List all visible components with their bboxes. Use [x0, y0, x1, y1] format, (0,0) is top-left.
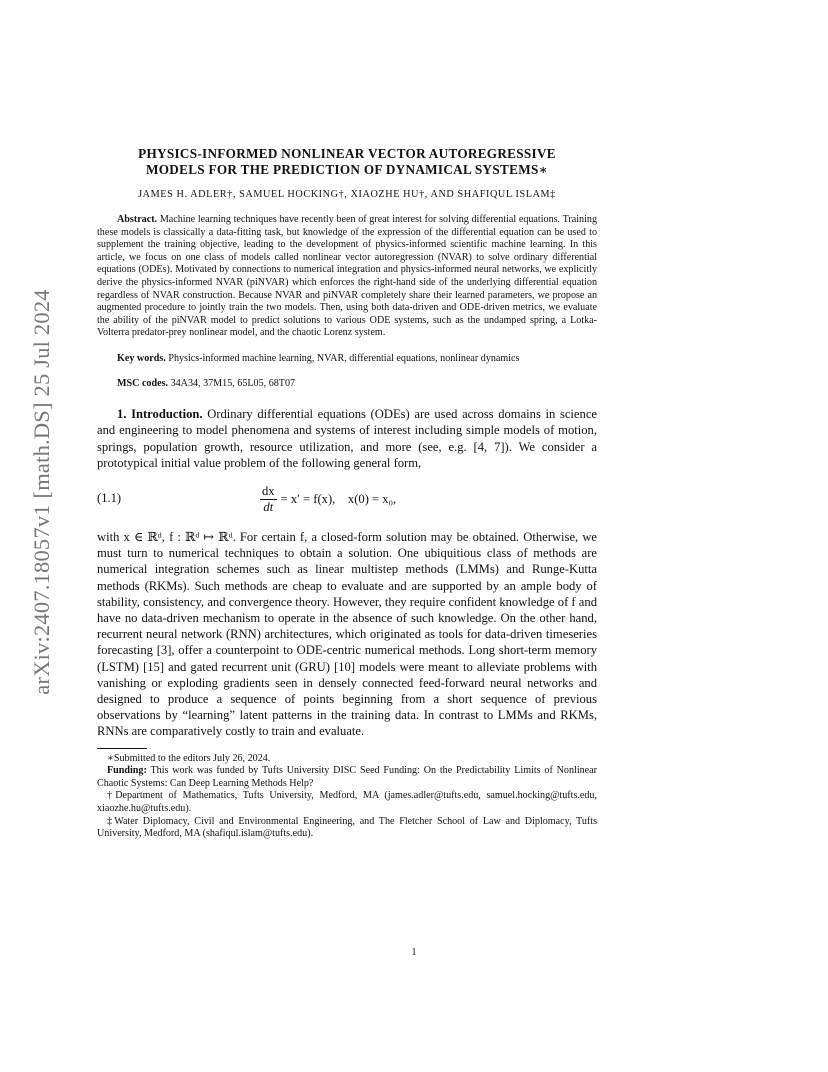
keywords-text: Physics-informed machine learning, NVAR, differential equations, nonlinear dynamics [168, 352, 520, 364]
msc-text: 34A34, 37M15, 65L05, 68T07 [170, 377, 296, 389]
body-paragraph-2: with x ∈ ℝᵈ, f : ℝᵈ ↦ ℝᵈ. For certain f, a closed-form solution may be obtained. Otherwise, we must turn to numerical techniques to obtain a solution. One ubiquitious class of methods are numerical integration schemes such as linear multistep methods (LMMs) and Runge-Kutta methods (RKMs). Such methods are cheap to evaluate and are supported by an ample body of stability, consistency, and convergence theory. However, they require confident knowledge of f and have no data-driven mechanism to operate in the absence of such knowledge. On the other hand, recurrent neural network (RNN) architectures, which originated as tools for data-driven timeseries forecasting [3], offer a counterpoint to ODE-centric numerical methods. Long short-term memory (LSTM) [15] and gated recurrent unit (GRU) [10] models were meant to alleviate problems with vanishing or exploding gradients seen in densely connected feed-forward neural networks and designed to produce a sequence of points beginning from a short sequence of previous observations by “learning” latent patterns in the training data. In contrast to LMMs and RKMs, RNNs are comparatively costly to train and evaluate. [97, 529, 597, 739]
abstract-text: Machine learning techniques have recently been of great interest for solving differential equations. Training these models is classically a data-fitting task, but knowledge of the expression of the differential equation can be used to supplement the training objective, leading to the development of physics-informed scientific machine learning. In this article, we focus on one class of models called nonlinear vector autoregression (NVAR) to solve ordinary differential equations (ODEs). Motivated by connections to numerical integration and physics-informed neural networks, we explicitly derive the physics-informed NVAR (piNVAR) which enforces the right-hand side of the underlying differential equation regardless of NVAR construction. Because NVAR and piNVAR completely share their learned parameters, we propose an augmented procedure to jointly train the two models. Then, using both data-driven and ODE-driven metrics, we evaluate the ability of the piNVAR model to predict solutions to various ODE systems, such as the undamped spring, a Lotka-Volterra predator-prey nonlinear model, and the chaotic Lorenz system. [97, 214, 597, 339]
arxiv-side-stamp [22, 282, 62, 702]
title-line-1: PHYSICS-INFORMED NONLINEAR VECTOR AUTOREGRESSIVE [138, 146, 556, 161]
keywords-heading: Key words. [117, 352, 166, 364]
abstract [97, 214, 597, 340]
equation-1-1 [97, 481, 597, 519]
footnote-submitted: ∗Submitted to the editors July 26, 2024. [107, 752, 271, 764]
footnote-affiliation-2: ‡Water Diplomacy, Civil and Environmental Engineering, and The Fletcher School of Law and Diplomacy, Tufts University, Medford, MA (shafiqul.islam@tufts.edu). [97, 815, 597, 840]
fraction-denominator: dt [263, 500, 274, 515]
equation-rest: = x′ = f(x), x(0) = x₀, [280, 492, 397, 507]
equation-body [260, 481, 396, 519]
footnote-funding [97, 765, 597, 790]
footnote-rule [97, 748, 147, 749]
abstract-heading: Abstract. [117, 214, 158, 225]
msc-codes [97, 378, 597, 391]
msc-heading: MSC codes. [117, 377, 169, 389]
paper-page [97, 146, 597, 841]
title-line-2: MODELS FOR THE PREDICTION OF DYNAMICAL SYSTEMS∗ [145, 162, 549, 177]
funding-text: This work was funded by Tufts University DISC Seed Funding: On the Predictability Limits of Nonlinear Chaotic Systems: Can Deep Learning Methods Help? [97, 765, 598, 789]
author-list: JAMES H. ADLER†, SAMUEL HOCKING†, XIAOZHE HU†, AND SHAFIQUL ISLAM‡ [138, 189, 556, 200]
footnote-affiliation-1: †Department of Mathematics, Tufts University, Medford, MA (james.adler@tufts.edu, samuel.hocking@tufts.edu, xiaozhe.hu@tufts.edu). [97, 790, 597, 814]
paper-title [97, 146, 597, 178]
introduction-paragraph [97, 406, 597, 471]
funding-heading: Funding: [107, 765, 147, 777]
equation-number: (1.1) [97, 490, 122, 505]
intro-text: Ordinary differential equations (ODEs) are used across domains in science and engineering to model phenomena and systems of interest including simple models of motion, springs, population growth, resource utilization, and more (see, e.g. [4, 7]). We consider a prototypical initial value problem of the following general form, [97, 407, 597, 470]
fraction-numerator: dx [262, 484, 275, 499]
footnotes [97, 748, 597, 841]
section-heading: 1. Introduction. [117, 407, 203, 422]
arxiv-identifier: arXiv:2407.18057v1 [math.DS] 25 Jul 2024 [29, 289, 54, 695]
equation-fraction [260, 484, 277, 515]
keywords [97, 353, 597, 366]
page-number: 1 [411, 947, 417, 958]
